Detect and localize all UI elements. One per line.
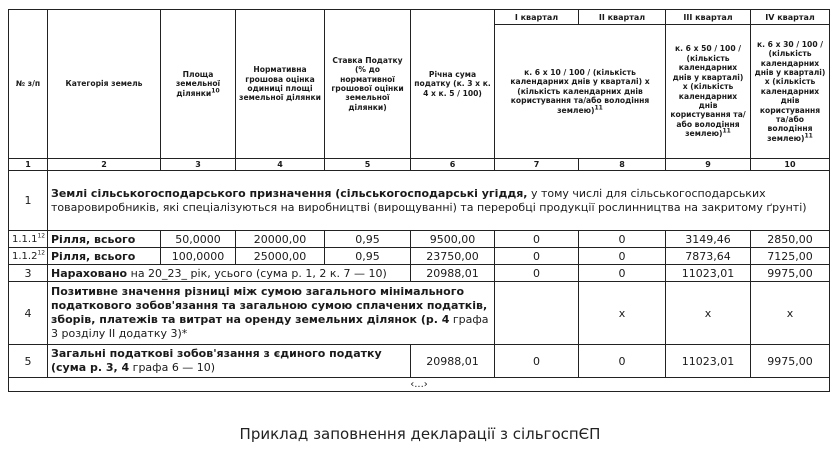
cell-q3: 11023,01 [666, 265, 751, 282]
table-row-1 [9, 171, 830, 231]
cell-q1 [495, 282, 579, 345]
cell-q1: 0 [495, 345, 579, 378]
row-description: Позитивне значення різниці між сумою загального мінімального податкового зобов'язання та загальною сумою сплачених податків, зборів, платежів та витрат на оренду земельних ділянок (р. 4 графа 3 розділу II додатку 3)* [48, 282, 495, 345]
cell-q4: 9975,00 [751, 265, 830, 282]
cell-annual: 20988,01 [411, 345, 495, 378]
column-number: 3 [161, 159, 236, 171]
figure-caption: Приклад заповнення декларації з сільгоспЄП [239, 425, 601, 443]
row-description: Загальні податкові зобов'язання з єдиного податку (сума р. 3, 4 графа 6 — 10) [48, 345, 411, 378]
cell-rate: 0,95 [325, 248, 411, 265]
cell-area: 50,0000 [161, 231, 236, 248]
header-num: № з/п [9, 10, 48, 159]
formula-q3: к. 6 х 50 / 100 / (кількість календарних днів у кварталі) х (кількість календарних днів користування та/або володіння землею)$^{11}$ [666, 25, 751, 159]
row-description: Нараховано на 20_23_ рік, усього (сума р. 1, 2 к. 7 — 10) [48, 265, 411, 282]
cell-ngo: 20000,00 [236, 231, 325, 248]
column-number: 8 [579, 159, 666, 171]
declaration-table [8, 9, 830, 392]
column-number: 1 [9, 159, 48, 171]
table-row-4 [9, 282, 830, 345]
header-area: Площа земельної ділянки$^{10}$ [161, 10, 236, 159]
formula-q4: к. 6 х 30 / 100 / (кількість календарних днів у кварталі) х (кількість календарних днів користування та/або володіння землею)$^{11}$ [751, 25, 830, 159]
row-number: 1.1.2$^{12}$ [9, 248, 48, 265]
header-q2: II квартал [579, 10, 666, 25]
header-row-quarters [9, 10, 830, 25]
cell-ngo: 25000,00 [236, 248, 325, 265]
header-ngo: Нормативна грошова оцінка одиниці площі земельної ділянки [236, 10, 325, 159]
column-number: 5 [325, 159, 411, 171]
header-q3: III квартал [666, 10, 751, 25]
row-description: Землі сільськогосподарського призначення (сільськогосподарські угіддя, у тому числі для сільськогосподарських товаровиробників, які спеціалізуються на виробництві (вирощуванні) та переробці продукції рослинництва на закритому ґрунті) [48, 171, 830, 231]
table-row-3 [9, 265, 830, 282]
header-q4: IV квартал [751, 10, 830, 25]
column-numbers-row [9, 159, 830, 171]
cell-q4: 7125,00 [751, 248, 830, 265]
header-annual: Річна сума податку (к. 3 х к. 4 х к. 5 / 100) [411, 10, 495, 159]
ellipsis-marker: ‹...› [9, 378, 830, 392]
cell-q1: 0 [495, 248, 579, 265]
column-number: 7 [495, 159, 579, 171]
cell-q4: х [751, 282, 830, 345]
header-rate: Ставка Податку (% до нормативної грошової оцінки земельної ділянки) [325, 10, 411, 159]
column-number: 10 [751, 159, 830, 171]
cell-q2: х [579, 282, 666, 345]
column-number: 9 [666, 159, 751, 171]
row-number: 1.1.1$^{12}$ [9, 231, 48, 248]
cell-area: 100,0000 [161, 248, 236, 265]
cell-q1: 0 [495, 231, 579, 248]
row-label: Рілля, всього [48, 248, 161, 265]
column-number: 4 [236, 159, 325, 171]
cell-annual: 9500,00 [411, 231, 495, 248]
cell-q3: 11023,01 [666, 345, 751, 378]
row-number: 4 [9, 282, 48, 345]
cell-annual: 23750,00 [411, 248, 495, 265]
ellipsis-row [9, 378, 830, 392]
row-number: 5 [9, 345, 48, 378]
column-number: 6 [411, 159, 495, 171]
cell-q2: 0 [579, 345, 666, 378]
cell-q2: 0 [579, 231, 666, 248]
row-number: 1 [9, 171, 48, 231]
table-row-5 [9, 345, 830, 378]
cell-q4: 9975,00 [751, 345, 830, 378]
cell-rate: 0,95 [325, 231, 411, 248]
cell-q4: 2850,00 [751, 231, 830, 248]
formula-q1-q2: к. 6 х 10 / 100 / (кількість календарних днів у кварталі) х (кількість календарних днів користування та/або володіння землею)$^{11}$ [495, 25, 666, 159]
cell-q1: 0 [495, 265, 579, 282]
cell-q3: 3149,46 [666, 231, 751, 248]
row-number: 3 [9, 265, 48, 282]
table-row-1-1-1 [9, 231, 830, 248]
row-label: Рілля, всього [48, 231, 161, 248]
cell-q2: 0 [579, 265, 666, 282]
cell-annual: 20988,01 [411, 265, 495, 282]
cell-q2: 0 [579, 248, 666, 265]
header-category: Категорія земель [48, 10, 161, 159]
header-q1: I квартал [495, 10, 579, 25]
table-row-1-1-2 [9, 248, 830, 265]
cell-q3: х [666, 282, 751, 345]
cell-q3: 7873,64 [666, 248, 751, 265]
column-number: 2 [48, 159, 161, 171]
